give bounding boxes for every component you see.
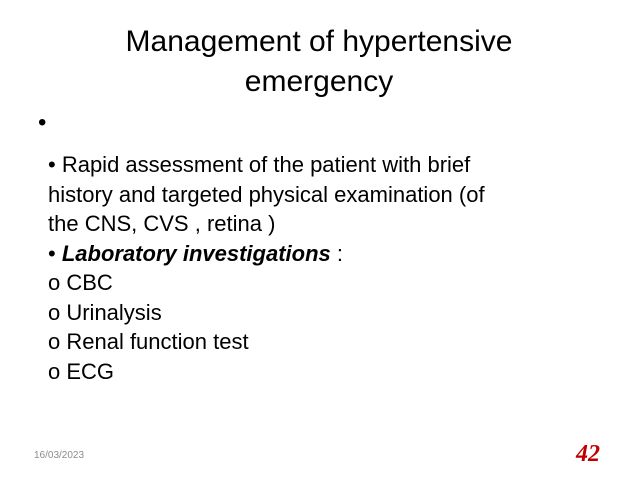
bullet-rapid-assessment-text-1: Rapid assessment of the patient with brief: [61, 152, 471, 177]
empty-bullet: •: [38, 109, 47, 136]
bullet-marker: •: [48, 152, 62, 177]
footer-date: 16/03/2023: [34, 450, 85, 461]
slide-title-line-2: emergency: [244, 65, 394, 98]
sub-item-urinalysis: o Urinalysis: [48, 299, 162, 325]
sub-item-renal-function-test: o Renal function test: [48, 329, 249, 354]
sub-item-ecg: o ECG: [48, 358, 115, 384]
bullet-rapid-assessment-line-2: history and targeted physical examination (of: [48, 181, 485, 207]
bullet-marker: •: [48, 240, 62, 266]
bullet-rapid-assessment-line-1: [48, 150, 608, 180]
sub-item-cbc: o CBC: [48, 270, 113, 295]
bullet-laboratory-investigations: [48, 239, 608, 269]
bullet-rapid-assessment-line-3: the CNS, CVS , retina ): [48, 211, 276, 236]
slide-title-line-1: Management of hypertensive: [125, 25, 513, 58]
page-number: 42: [576, 441, 600, 467]
slide-title: [60, 22, 578, 102]
laboratory-investigations-suffix: :: [330, 240, 344, 266]
slide-body: [48, 150, 608, 386]
laboratory-investigations-emphasis: Laboratory investigations: [61, 240, 331, 266]
